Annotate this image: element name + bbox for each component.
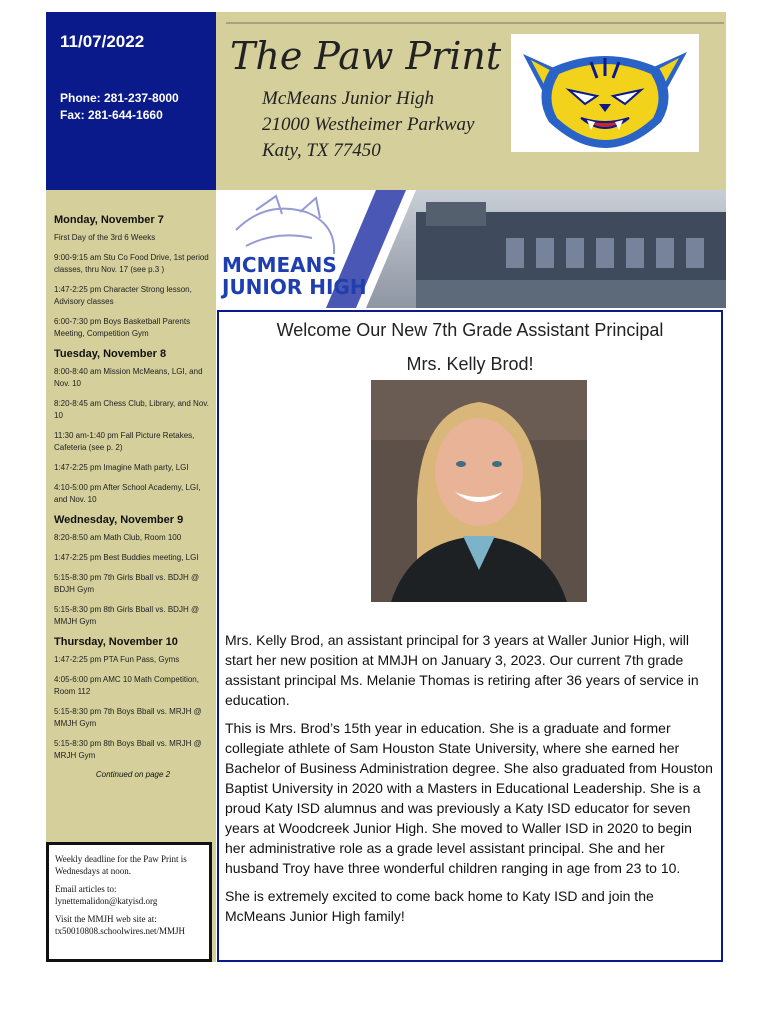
event-item: 8:20-8:50 am Math Club, Room 100: [54, 533, 182, 542]
email-address[interactable]: lynettemalidon@katyisd.org: [55, 896, 158, 906]
masthead: [216, 12, 726, 190]
article-paragraph: This is Mrs. Brod’s 15th year in education. She is a graduate and former collegiate athlete of Sam Houston State University, where she earned her Bachelor of Business Administration degree. She also graduated from Houston Baptist University in 2020 with a Masters in Educational Leadership. She is a proud Katy ISD alumnus and was previously a Katy ISD educator for seven years at Woodcreek Junior High. She moved to Waller ISD in 2020 to begin her administrative role as a grade level assistant principal. She and her husband Troy have three wonderful children ranging in age from 23 to 10.: [225, 720, 713, 876]
school-lawn: [416, 280, 726, 308]
info-box: [46, 842, 212, 962]
feature-article: [217, 310, 723, 962]
deadline-note: Weekly deadline for the Paw Print is Wednesdays at noon.: [55, 854, 187, 876]
article-paragraph: She is extremely excited to come back home to Katy ISD and join the McMeans Junior High family!: [225, 888, 654, 924]
wildcat-icon: [511, 34, 699, 152]
address-line: McMeans Junior High: [262, 88, 435, 109]
event-item: 1:47-2:25 pm Best Buddies meeting, LGI: [54, 553, 199, 562]
portrait-image: [371, 380, 587, 602]
article-body: [225, 630, 715, 934]
event-item: 1:47-2:25 pm PTA Fun Pass, Gyms: [54, 655, 180, 664]
newsletter-title: The Paw Print: [230, 34, 502, 78]
day-block: [54, 514, 212, 628]
event-item: 8:20-8:45 am Chess Club, Library, and Nov. 10: [54, 399, 209, 420]
eye: [492, 461, 502, 467]
phone-number: Phone: 281-237-8000: [60, 91, 179, 105]
day-heading: Thursday, November 10: [54, 636, 178, 648]
day-block: [54, 348, 212, 506]
event-item: 8:00-8:40 am Mission McMeans, LGI, and Nov. 10: [54, 367, 203, 388]
banner-line: JUNIOR HIGH: [222, 275, 367, 299]
header-contact-panel: [46, 12, 216, 190]
wildcat-logo: [511, 34, 699, 152]
event-item: 11:30 am-1:40 pm Fall Picture Retakes, Cafeteria (see p. 2): [54, 431, 195, 452]
events-list: [54, 214, 212, 779]
school-banner: [216, 190, 726, 308]
event-item: First Day of the 3rd 6 Weeks: [54, 233, 156, 242]
email-label: Email articles to:: [55, 884, 117, 894]
article-subheadline: Mrs. Kelly Brod!: [406, 354, 534, 374]
email-block: [55, 883, 205, 907]
article-headline: Welcome Our New 7th Grade Assistant Principal: [276, 320, 664, 340]
banner-school-name: [222, 254, 367, 298]
issue-date: 11/07/2022: [60, 32, 145, 51]
fax-number: Fax: 281-644-1660: [60, 108, 163, 122]
contact-numbers: [60, 90, 179, 124]
website-link[interactable]: tx50010808.schoolwires.net/MMJH: [55, 926, 185, 936]
day-block: [54, 214, 212, 340]
banner-line: MCMEANS: [222, 253, 337, 277]
event-item: 1:47-2:25 pm Character Strong lesson, Advisory classes: [54, 285, 192, 306]
event-item: 4:05-6:00 pm AMC 10 Math Competition, Room 112: [54, 675, 199, 696]
event-item: 5:15-8:30 pm 7th Girls Bball vs. BDJH @ BDJH Gym: [54, 573, 200, 594]
masthead-rule: [226, 22, 724, 24]
website-label: Visit the MMJH web site at:: [55, 914, 157, 924]
day-block: [54, 636, 212, 762]
event-item: 6:00-7:30 pm Boys Basketball Parents Meeting, Competition Gym: [54, 317, 191, 338]
address-line: Katy, TX 77450: [262, 140, 381, 161]
school-address: [262, 86, 475, 164]
event-item: 5:15-8:30 pm 8th Girls Bball vs. BDJH @ MMJH Gym: [54, 605, 200, 626]
eye: [456, 461, 466, 467]
principal-photo: [371, 380, 587, 602]
event-item: 1:47-2:25 pm Imagine Math party, LGI: [54, 463, 189, 472]
face: [435, 418, 523, 526]
day-heading: Tuesday, November 8: [54, 348, 167, 360]
event-item: 5:15-8:30 pm 8th Boys Bball vs. MRJH @ MRJH Gym: [54, 739, 202, 760]
event-item: 9:00-9:15 am Stu Co Food Drive, 1st period classes, thru Nov. 17 (see p.3 ): [54, 253, 209, 274]
article-paragraph: Mrs. Kelly Brod, an assistant principal for 3 years at Waller Junior High, will start her new position at MMJH on January 3, 2023. Our current 7th grade assistant principal Ms. Melanie Thomas is retiring after 36 years of service in education.: [225, 632, 699, 708]
day-heading: Monday, November 7: [54, 214, 164, 226]
address-line: 21000 Westheimer Parkway: [262, 114, 475, 135]
website-block: [55, 913, 205, 937]
day-heading: Wednesday, November 9: [54, 514, 184, 526]
building-tower: [426, 202, 486, 226]
event-item: 4:10-5:00 pm After School Academy, LGI, and Nov. 10: [54, 483, 201, 504]
continued-note: Continued on page 2: [95, 770, 171, 779]
event-item: 5:15-8:30 pm 7th Boys Bball vs. MRJH @ MMJH Gym: [54, 707, 202, 728]
